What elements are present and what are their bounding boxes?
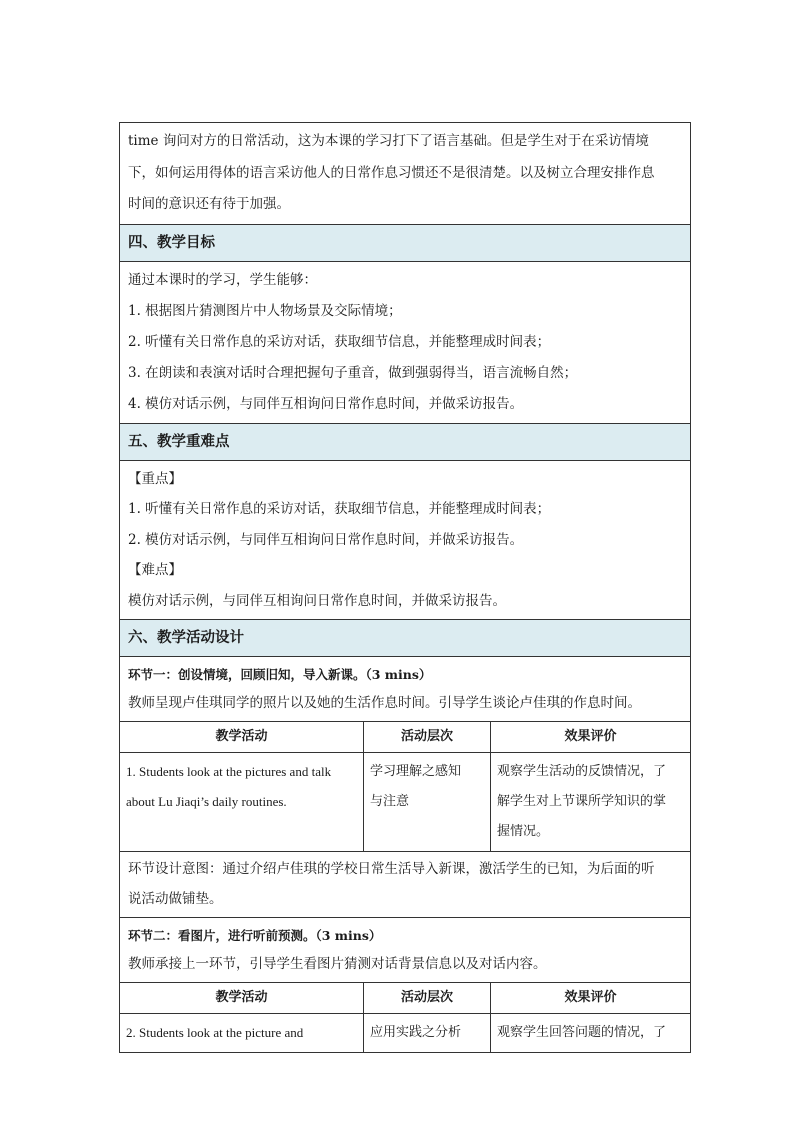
text-line: 1. 听懂有关日常作息的采访对话，获取细节信息，并能整理成时间表；: [128, 501, 551, 517]
activity-cell: 2. Students look at the picture and: [120, 1013, 363, 1052]
column-header: 效果评价: [490, 983, 690, 1013]
key-points-content: [120, 460, 690, 620]
text-line: 学习理解之感知: [370, 764, 462, 779]
text-line: time 询问对方的日常活动，这为本课的学习打下了语言基础。但是学生对于在采访情境: [128, 133, 649, 149]
text-line: 1. Students look at the pictures and talk: [126, 764, 332, 779]
level-cell: [363, 752, 490, 851]
text-line: 4. 模仿对话示例，与同伴互相询问日常作息时间，并做采访报告。: [128, 395, 524, 412]
text-line: 时间的意识还有待于加强。: [128, 196, 290, 212]
section-heading-key-points: 五、教学重难点: [120, 423, 690, 460]
text-line: 环节设计意图：通过介绍卢佳琪的学校日常生活导入新课，激活学生的已知，为后面的听: [128, 861, 655, 877]
lesson-plan-page: [119, 122, 691, 1053]
step1-description: 教师呈现卢佳琪同学的照片以及她的生活作息时间。引导学生谈论卢佳琪的作息时间。: [128, 695, 641, 711]
text-line: 【重点】: [128, 470, 182, 487]
column-header: 教学活动: [215, 990, 268, 1005]
column-header: 教学活动: [215, 729, 268, 744]
step2-block: [120, 917, 690, 982]
text-line: 2. 听懂有关日常作息的采访对话，获取细节信息，并能整理成时间表；: [128, 333, 551, 350]
text-line: 【难点】: [128, 562, 182, 578]
step1-title: 环节一：创设情境，回顾旧知，导入新课。（3 mins）: [128, 667, 432, 682]
column-header: 活动层次: [363, 722, 490, 752]
text-line: 模仿对话示例，与同伴互相询问日常作息时间，并做采访报告。: [128, 592, 506, 609]
column-header: 活动层次: [363, 983, 490, 1013]
step1-block: [120, 656, 690, 721]
section-heading-objectives: 四、教学目标: [120, 224, 690, 261]
step2-description: 教师承接上一环节，引导学生看图片猜测对话背景信息以及对话内容。: [128, 956, 547, 972]
step1-activity-table: [120, 721, 690, 851]
step2-activity-table: [120, 982, 690, 1052]
text-line: about Lu Jiaqi’s daily routines.: [126, 794, 287, 809]
lesson-plan-table: [119, 122, 691, 1053]
learner-analysis-continued: [120, 123, 690, 224]
evaluation-cell: [490, 752, 690, 851]
text-line: 下，如何运用得体的语言采访他人的日常作息习惯还不是很清楚。以及树立合理安排作息: [128, 164, 655, 181]
section-heading-activities: 六、教学活动设计: [120, 619, 690, 656]
text-line: 通过本课时的学习，学生能够：: [128, 271, 317, 288]
step2-title: 环节二：看图片，进行听前预测。（3 mins）: [128, 928, 382, 943]
text-line: 观察学生活动的反馈情况，了: [497, 764, 667, 779]
text-line: 2. 模仿对话示例，与同伴互相询问日常作息时间，并做采访报告。: [128, 531, 524, 548]
text-line: 3. 在朗读和表演对话时合理把握句子重音，做到强弱得当，语言流畅自然；: [128, 364, 578, 381]
evaluation-cell: 观察学生回答问题的情况，了: [490, 1013, 690, 1052]
objectives-content: [120, 261, 690, 423]
step1-design-intent: [120, 851, 690, 917]
text-line: 握情况。: [497, 824, 550, 839]
text-line: 解学生对上节课所学知识的掌: [497, 794, 667, 809]
text-line: 与注意: [370, 794, 410, 809]
activity-cell: [120, 752, 363, 851]
column-header: 效果评价: [490, 722, 690, 752]
text-line: 1. 根据图片猜测图片中人物场景及交际情境；: [128, 302, 402, 319]
text-line: 说活动做铺垫。: [128, 890, 223, 907]
level-cell: 应用实践之分析: [363, 1013, 490, 1052]
